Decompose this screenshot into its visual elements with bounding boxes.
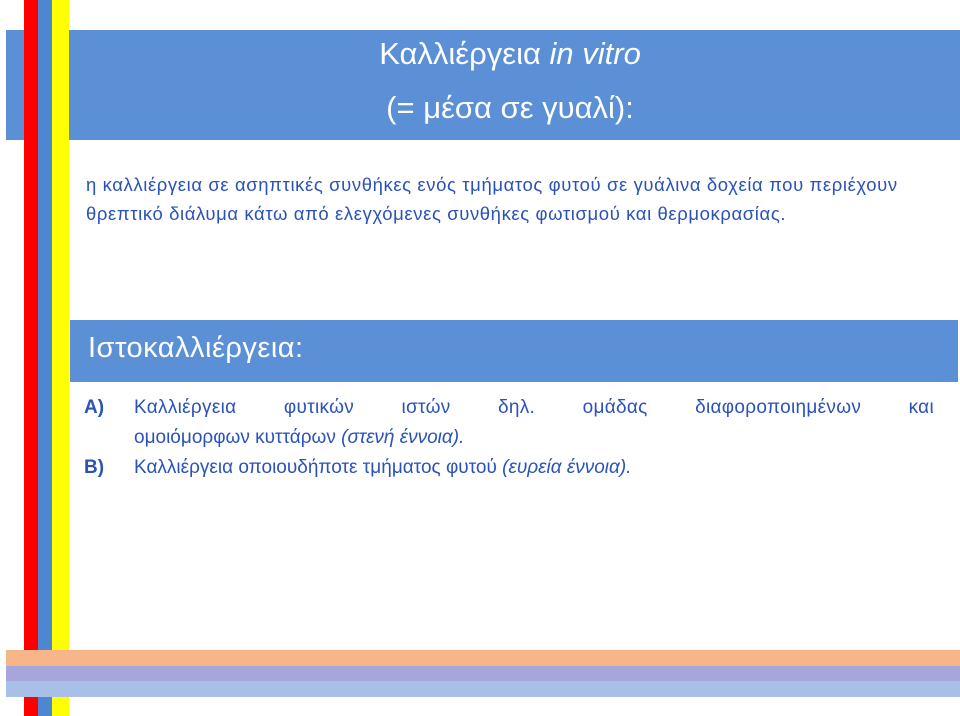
decorative-blue-stripe xyxy=(38,0,52,716)
bottom-band-lavender xyxy=(6,666,960,681)
list-item-a xyxy=(84,393,934,453)
list-marker-b: B) xyxy=(84,457,105,478)
section-header-bar xyxy=(70,320,958,382)
bottom-band-lightblue xyxy=(6,681,960,697)
decorative-yellow-stripe xyxy=(52,0,69,716)
list-item-a-line-2 xyxy=(134,427,464,448)
title-italic-text: in vitro xyxy=(549,36,641,71)
list-item-a-line-1: Καλλιέργεια φυτικών ιστών δηλ. ομάδας διαφοροποιημένων και xyxy=(134,397,934,418)
list-item-b-italic: (ευρεία έννοια). xyxy=(502,457,632,478)
slide-title-line-1 xyxy=(300,36,720,72)
decorative-red-stripe xyxy=(24,0,38,716)
list-item-a-line-2-text: ομοιόμορφων κυττάρων xyxy=(134,427,342,448)
list-item-a-line-2-italic: (στενή έννοια). xyxy=(341,427,465,448)
section-title: Ιστοκαλλιέργεια: xyxy=(88,332,304,364)
definition-text: η καλλιέργεια σε ασηπτικές συνθήκες ενός τμήματος φυτού σε γυάλινα δοχεία που περιέχουν θρεπτικό διάλυμα κάτω από ελεγχόμενες συνθήκες φωτισμού και θερμοκρασίας. xyxy=(86,174,898,224)
list-marker-a: A) xyxy=(84,397,105,418)
title-main-text: Καλλιέργεια xyxy=(379,36,550,71)
definition-list xyxy=(84,393,934,483)
slide-title-line-2: (= μέσα σε γυαλί): xyxy=(386,90,634,125)
bottom-band-orange xyxy=(6,650,960,666)
list-item-b xyxy=(84,453,934,483)
list-item-b-text: Καλλιέργεια οποιουδήποτε τμήματος φυτού xyxy=(134,457,503,478)
